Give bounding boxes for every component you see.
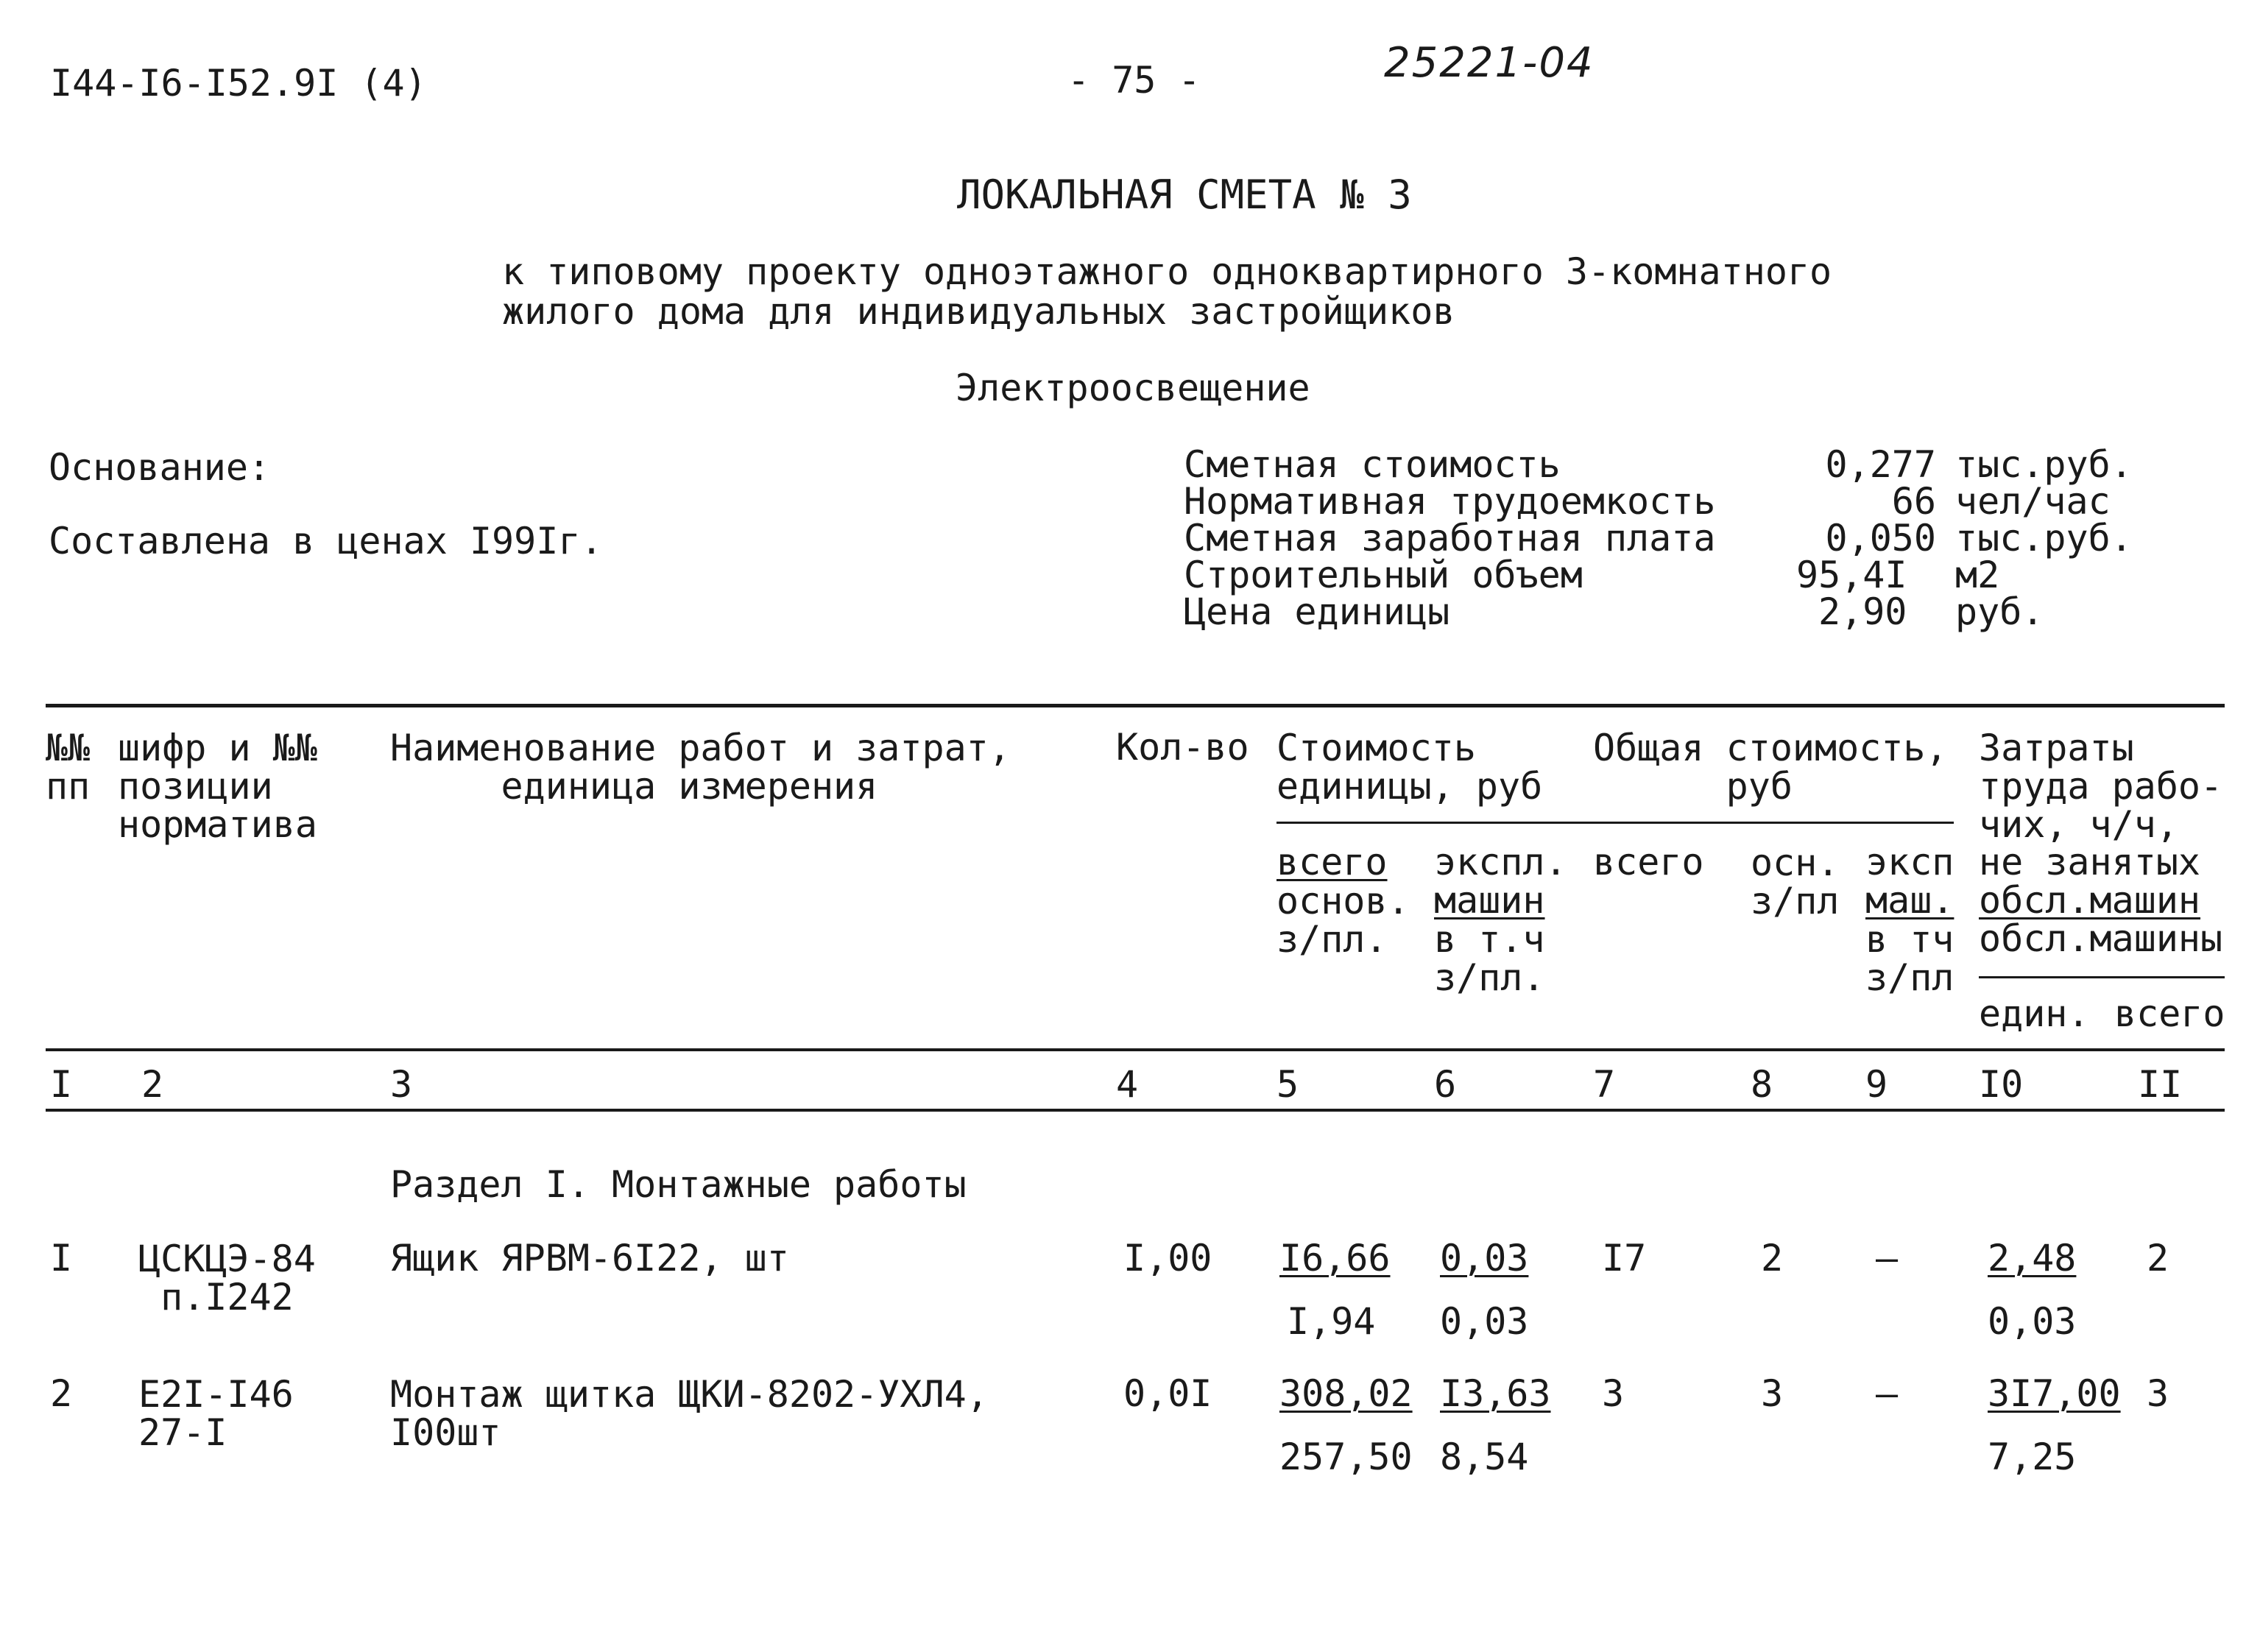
header-group-rule: [1276, 822, 1954, 824]
section-title: Раздел I. Монтажные работы: [390, 1163, 967, 1206]
row-labor-machine: 7,25: [1988, 1436, 2077, 1478]
column-number: 5: [1276, 1063, 1299, 1106]
header-c7: всего: [1593, 841, 1704, 883]
summary-label: Цена единицы: [1184, 590, 1450, 633]
row-name: Монтаж щитка ЩКИ-8202-УХЛ4, I00шт: [390, 1373, 989, 1454]
row-machine-wages: 8,54: [1440, 1436, 1529, 1478]
subtitle-line-2: жилого дома для индивидуальных застройщиков: [502, 290, 1455, 333]
header-c9-wages: в тч з/пл: [1865, 918, 1954, 999]
row-quantity: 0,0I: [1123, 1372, 1212, 1415]
summary-value: 2,90: [1818, 590, 1907, 633]
header-labor-rule: [1979, 976, 2225, 978]
header-c10-machine: обсл.машины: [1979, 917, 2223, 960]
row-machine-total: –: [1876, 1237, 1899, 1279]
basis-label: Основание:: [49, 446, 271, 489]
row-total: 3: [1602, 1372, 1625, 1415]
row-name: Ящик ЯРВМ-6I22, шт: [390, 1237, 789, 1279]
summary-unit: тыс.руб.: [1955, 517, 2133, 560]
summary-label: Строительный объем: [1184, 554, 1583, 596]
document-code: I44-I6-I52.9I (4): [50, 62, 427, 105]
summary-label: Нормативная трудоемкость: [1184, 480, 1716, 523]
header-c10-not-busy: не занятых: [1979, 841, 2201, 883]
row-machine-total: –: [1876, 1372, 1899, 1415]
column-number: I0: [1979, 1063, 2024, 1106]
header-quantity: Кол-во: [1116, 726, 1249, 769]
header-total-cost: Общая стоимость, руб: [1593, 727, 1948, 808]
header-name: Наименование работ и затрат, единица измерения: [390, 727, 1011, 808]
column-number: 7: [1593, 1063, 1616, 1106]
row-labor-unit: 3I7,00: [1988, 1372, 2121, 1415]
header-c10-unit: един.: [1979, 992, 2090, 1035]
column-number: 9: [1865, 1063, 1888, 1106]
row-machine-cost: I3,63: [1440, 1372, 1551, 1415]
header-unit-cost: Стоимость единицы, руб: [1276, 727, 1543, 808]
summary-value: 0,277: [1825, 443, 1936, 486]
header-c10-machines: обсл.машин: [1979, 879, 2201, 922]
column-number: 8: [1751, 1063, 1773, 1106]
header-c9-machines: маш.: [1865, 879, 1954, 922]
summary-label: Сметная заработная плата: [1184, 517, 1716, 560]
column-number: I: [50, 1063, 73, 1106]
summary-value: 95,4I: [1796, 554, 1907, 596]
row-machine-cost: 0,03: [1440, 1237, 1529, 1279]
row-base-wages: 3: [1761, 1372, 1784, 1415]
subtitle-line-1: к типовому проекту одноэтажного одноквартирного 3-комнатного: [502, 250, 1832, 293]
summary-value: 66: [1891, 480, 1936, 523]
summary-unit: чел/час: [1955, 480, 2111, 523]
row-code: ЦСКЦЭ-84 п.I242: [138, 1238, 316, 1319]
row-quantity: I,00: [1123, 1237, 1212, 1279]
column-number: 2: [141, 1063, 164, 1106]
row-base-wages: 2: [1761, 1237, 1784, 1279]
column-number: 3: [390, 1063, 413, 1106]
row-labor-total: 3: [2147, 1372, 2169, 1415]
header-c5-total: всего: [1276, 841, 1388, 883]
row-total: I7: [1602, 1237, 1647, 1279]
header-labor: Затраты труда рабо- чих, ч/ч,: [1979, 727, 2223, 846]
page-number: - 75 -: [1067, 59, 1201, 102]
row-machine-wages: 0,03: [1440, 1300, 1529, 1343]
header-code: шифр и №№ позиции норматива: [118, 727, 317, 846]
summary-unit: м2: [1955, 554, 2000, 596]
row-unit-wages: I,94: [1287, 1300, 1376, 1343]
header-c6: экспл.: [1434, 841, 1567, 883]
section-name: Электроосвещение: [956, 367, 1310, 409]
row-unit-total: I6,66: [1279, 1237, 1391, 1279]
row-labor-unit: 2,48: [1988, 1237, 2077, 1279]
price-basis: Составлена в ценах I99Iг.: [49, 520, 603, 562]
header-c5-base: основ. з/пл.: [1276, 880, 1410, 961]
header-row-number: №№ пп: [46, 727, 91, 808]
summary-value: 0,050: [1825, 517, 1936, 560]
header-c6-machines: машин: [1434, 879, 1545, 922]
header-c9: эксп: [1865, 841, 1954, 883]
row-unit-wages: 257,50: [1279, 1436, 1413, 1478]
row-number: I: [50, 1237, 73, 1279]
header-c8: осн. з/пл: [1751, 841, 1840, 922]
row-code: Е2I-I46 27-I: [138, 1373, 294, 1454]
row-labor-total: 2: [2147, 1237, 2169, 1279]
column-number: II: [2138, 1063, 2183, 1106]
header-c11: всего: [2114, 992, 2225, 1035]
column-number-rule: [46, 1109, 2225, 1112]
document-title: ЛОКАЛЬНАЯ СМЕТА № 3: [957, 172, 1412, 218]
handwritten-number: 25221-04: [1384, 39, 1595, 87]
header-bottom-rule: [46, 1048, 2225, 1051]
row-number: 2: [50, 1372, 73, 1415]
summary-label: Сметная стоимость: [1184, 443, 1561, 486]
column-number: 4: [1116, 1063, 1139, 1106]
header-c6-wages: в т.ч з/пл.: [1434, 918, 1545, 999]
summary-unit: тыс.руб.: [1955, 443, 2133, 486]
row-labor-machine: 0,03: [1988, 1300, 2077, 1343]
summary-unit: руб.: [1955, 590, 2044, 633]
row-unit-total: 308,02: [1279, 1372, 1413, 1415]
table-top-rule: [46, 704, 2225, 707]
column-number: 6: [1434, 1063, 1457, 1106]
